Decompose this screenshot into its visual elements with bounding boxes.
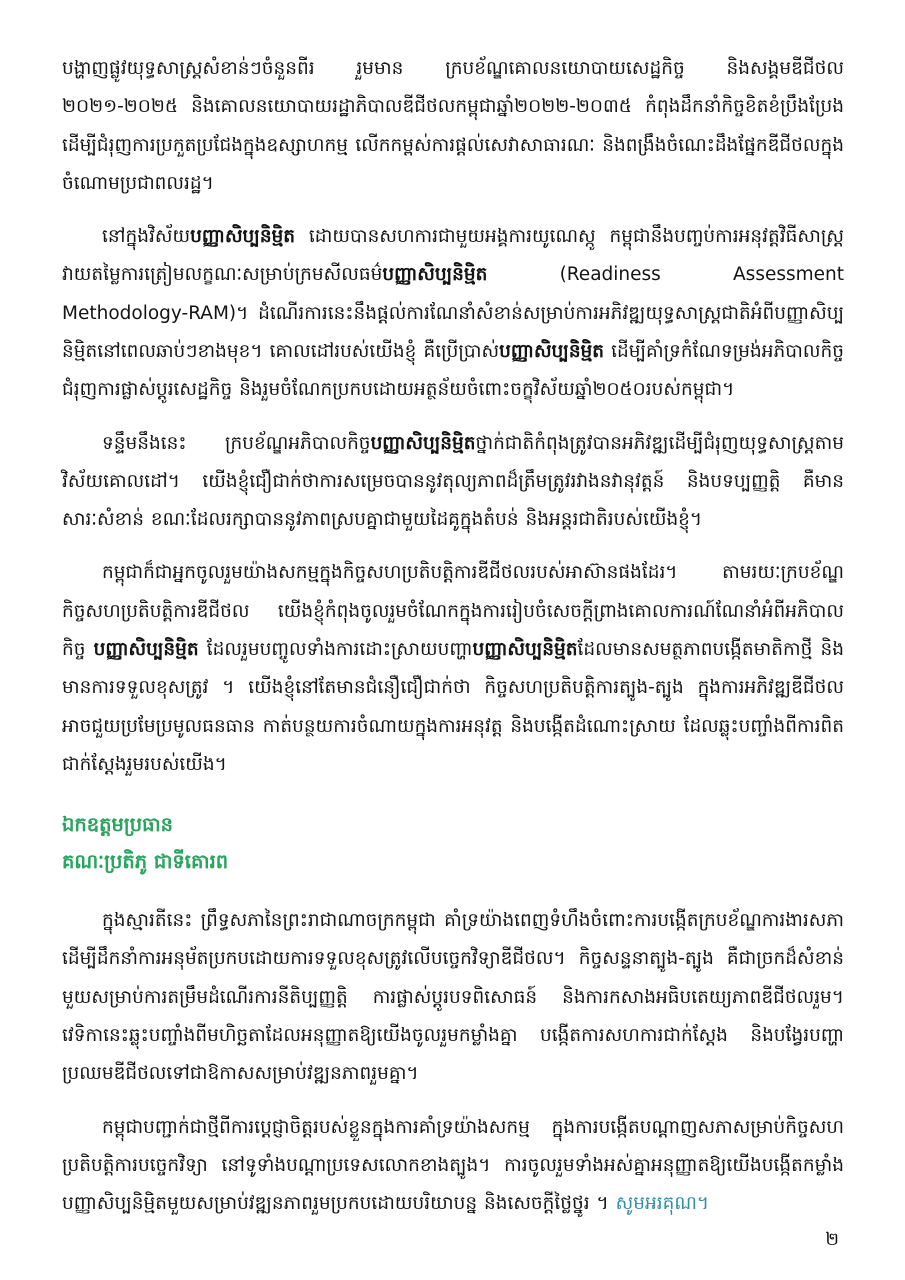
bold-text-segment: បញ្ញាសិប្បនិម្មិត bbox=[370, 432, 476, 454]
document-content bbox=[62, 50, 844, 1238]
bold-text-segment: បញ្ញាសិប្បនិម្មិត bbox=[190, 226, 296, 248]
paragraph-ai-unesco-ram bbox=[62, 218, 844, 409]
text-segment: កម្ពុជាក៏ជាអ្នកចូលរួមយ៉ាងសកម្មក្នុងកិច្ចសហប្រតិបត្តិការឌីជីថលរបស់អាស៊ានផងដែរ។ តាមរយៈក្របខ័ណ្ឌកិច្ចសហប្រតិបត្តិការឌីជីថល យើងខ្ញុំកំពុងចូលរួមចំណែកក្នុងការរៀបចំសេចក្តីព្រាងគោលការណ៍ណែនាំអំពីអភិបាលកិច្ច bbox=[62, 562, 844, 660]
paragraph-closing-thanks bbox=[62, 1109, 844, 1224]
paragraph-asean-digital-cooperation bbox=[62, 554, 844, 784]
salutation-president: ឯកឧត្តមប្រធាន bbox=[62, 813, 174, 837]
paragraph-ai-governance-framework bbox=[62, 425, 844, 540]
text-segment: ដោយបានសហការជាមួយអង្គការយូណេស្កូ កម្ពុជានឹងបញ្ចប់ការអនុវត្តវិធីសាស្ត្រវាយតម្លៃការត្រៀមលក្ខណៈសម្រាប់ក្រមសីលធម៌ bbox=[62, 226, 844, 286]
text-segment: នៅក្នុងវិស័យ bbox=[102, 226, 191, 248]
bold-text-segment: បញ្ញាសិប្បនិម្មិត bbox=[472, 638, 578, 660]
paragraph-senate-support bbox=[62, 902, 844, 1093]
colored-text-segment: សូមអរគុណ។ bbox=[615, 1193, 710, 1215]
paragraph-strategic-pathways bbox=[62, 50, 844, 203]
text-segment: បង្ហាញផ្លូវយុទ្ធសាស្ត្រសំខាន់ៗចំនួនពីរ រួមមាន ក្របខ័ណ្ឌគោលនយោបាយសេដ្ឋកិច្ច និងសង្គមឌីជីថល ២០២១-២០២៥ និងគោលនយោបាយរដ្ឋាភិបាលឌីជីថលកម្ពុជាឆ្នាំ២០២២-២០៣៥ កំពុងដឹកនាំកិច្ចខិតខំប្រឹងប្រែង ដើម្បីជំរុញការប្រកួតប្រជែងក្នុងឧស្សាហកម្ម លើកកម្ពស់ការផ្តល់សេវាសាធារណៈ និងពង្រឹងចំណេះដឹងផ្នែកឌីជីថលក្នុងចំណោមប្រជាពលរដ្ឋ។ bbox=[62, 58, 844, 194]
bold-text-segment: បញ្ញាសិប្បនិម្មិត bbox=[93, 638, 199, 660]
text-segment: (Readiness Assessment Methodology-RAM)។ ដំណើរការនេះនឹងផ្តល់ការណែនាំសំខាន់សម្រាប់ការអភិវឌ្ឍយុទ្ធសាស្ត្រជាតិអំពីបញ្ញាសិប្បនិម្មិតនៅពេលឆាប់ៗខាងមុខ។ គោលដៅរបស់យើងខ្ញុំ គឺប្រើប្រាស់ bbox=[62, 264, 844, 362]
text-segment: ទន្ទឹមនឹងនេះ ក្របខ័ណ្ឌអភិបាលកិច្ច bbox=[102, 432, 371, 454]
text-segment: ក្នុងស្មារតីនេះ ព្រឹទ្ធសភានៃព្រះរាជាណាចក្រកម្ពុជា គាំទ្រយ៉ាងពេញទំហឹងចំពោះការបង្កើតក្របខ័ណ្ឌការងារសភា ដើម្បីដឹកនាំការអនុម័តប្រកបដោយការទទួលខុសត្រូវលើបច្ចេកវិទ្យាឌីជីថល។ កិច្ចសន្ទនាត្បូង-ត្បូង គឺជាច្រកដ៏សំខាន់មួយសម្រាប់ការតម្រឹមដំណើរការនីតិប្បញ្ញត្តិ ការផ្លាស់ប្តូរបទពិសោធន៍ និងការកសាងអធិបតេយ្យភាពឌីជីថលរួម។ វេទិកានេះឆ្លុះបញ្ចាំងពីមហិច្ឆតាដែលអនុញ្ញាតឱ្យយើងចូលរួមកម្លាំងគ្នា បង្កើតការសហការជាក់ស្តែង និងបង្វែរបញ្ហាប្រឈមឌីជីថលទៅជាឱកាសសម្រាប់វឌ្ឍនភាពរួមគ្នា។ bbox=[62, 910, 844, 1085]
bold-text-segment: បញ្ញាសិប្បនិម្មិត bbox=[382, 264, 488, 286]
text-segment: ដែលមានសមត្ថភាពបង្កើតមាតិកាថ្មី និងមានការទទួលខុសត្រូវ ។ យើងខ្ញុំនៅតែមានជំនឿជឿជាក់ថា កិច្ចសហប្រតិបត្តិការត្បូង-ត្បូង ក្នុងការអភិវឌ្ឍឌីជីថល អាចជួយប្រមែប្រមូលធនធាន កាត់បន្ថយការចំណាយក្នុងការអនុវត្ត និងបង្កើតដំណោះស្រាយ ដែលឆ្លុះបញ្ចាំងពីការពិតជាក់ស្តែងរួមរបស់យើង។ bbox=[62, 638, 845, 775]
text-segment: កម្ពុជាបញ្ជាក់ជាថ្មីពីការប្តេជ្ញាចិត្តរបស់ខ្លួនក្នុងការគាំទ្រយ៉ាងសកម្ម ក្នុងការបង្កើតបណ្តាញសភាសម្រាប់កិច្ចសហប្រតិបត្តិការបច្ចេកវិទ្យា នៅទូទាំងបណ្តាប្រទេសលោកខាងត្បូង។ ការចូលរួមទាំងអស់គ្នាអនុញ្ញាតឱ្យយើងបង្កើតកម្លាំងបញ្ញាសិប្បនិម្មិតមួយសម្រាប់វឌ្ឍនភាពរួមប្រកបដោយបរិយាបន្ន និងសេចក្តីថ្លៃថ្នូរ ។ bbox=[62, 1116, 844, 1215]
text-segment: ថ្នាក់ជាតិកំពុងត្រូវបានអភិវឌ្ឍដើម្បីជំរុញយុទ្ធសាស្ត្រតាមវិស័យគោលដៅ។ យើងខ្ញុំជឿជាក់ថាការសម្រេចបាននូវតុល្យភាពដ៏ត្រឹមត្រូវរវាងនវានុវត្តន៍ និងបទប្បញ្ញត្តិ គឺមានសារៈសំខាន់ ខណៈដែលរក្សាបាននូវភាពស្របគ្នាជាមួយដៃគូក្នុងតំបន់ និងអន្តរជាតិរបស់យើងខ្ញុំ។ bbox=[62, 432, 844, 531]
bold-text-segment: បញ្ញាសិប្បនិម្មិត bbox=[499, 340, 605, 362]
text-segment: ដែលរួមបញ្ចូលទាំងការដោះស្រាយបញ្ហា bbox=[198, 638, 473, 660]
text-segment: ដើម្បីគាំទ្រកំណែទម្រង់អភិបាលកិច្ច ជំរុញការផ្លាស់ប្តូរសេដ្ឋកិច្ច និងរួមចំណែកប្រកបដោយអត្ថន័យចំពោះចក្ខុវិស័យឆ្នាំ២០៥០របស់កម្ពុជា។ bbox=[62, 340, 844, 401]
salutation-delegation: គណៈប្រតិភូ ជាទីគោរព bbox=[62, 850, 229, 874]
page-number: ២ bbox=[825, 1229, 839, 1250]
